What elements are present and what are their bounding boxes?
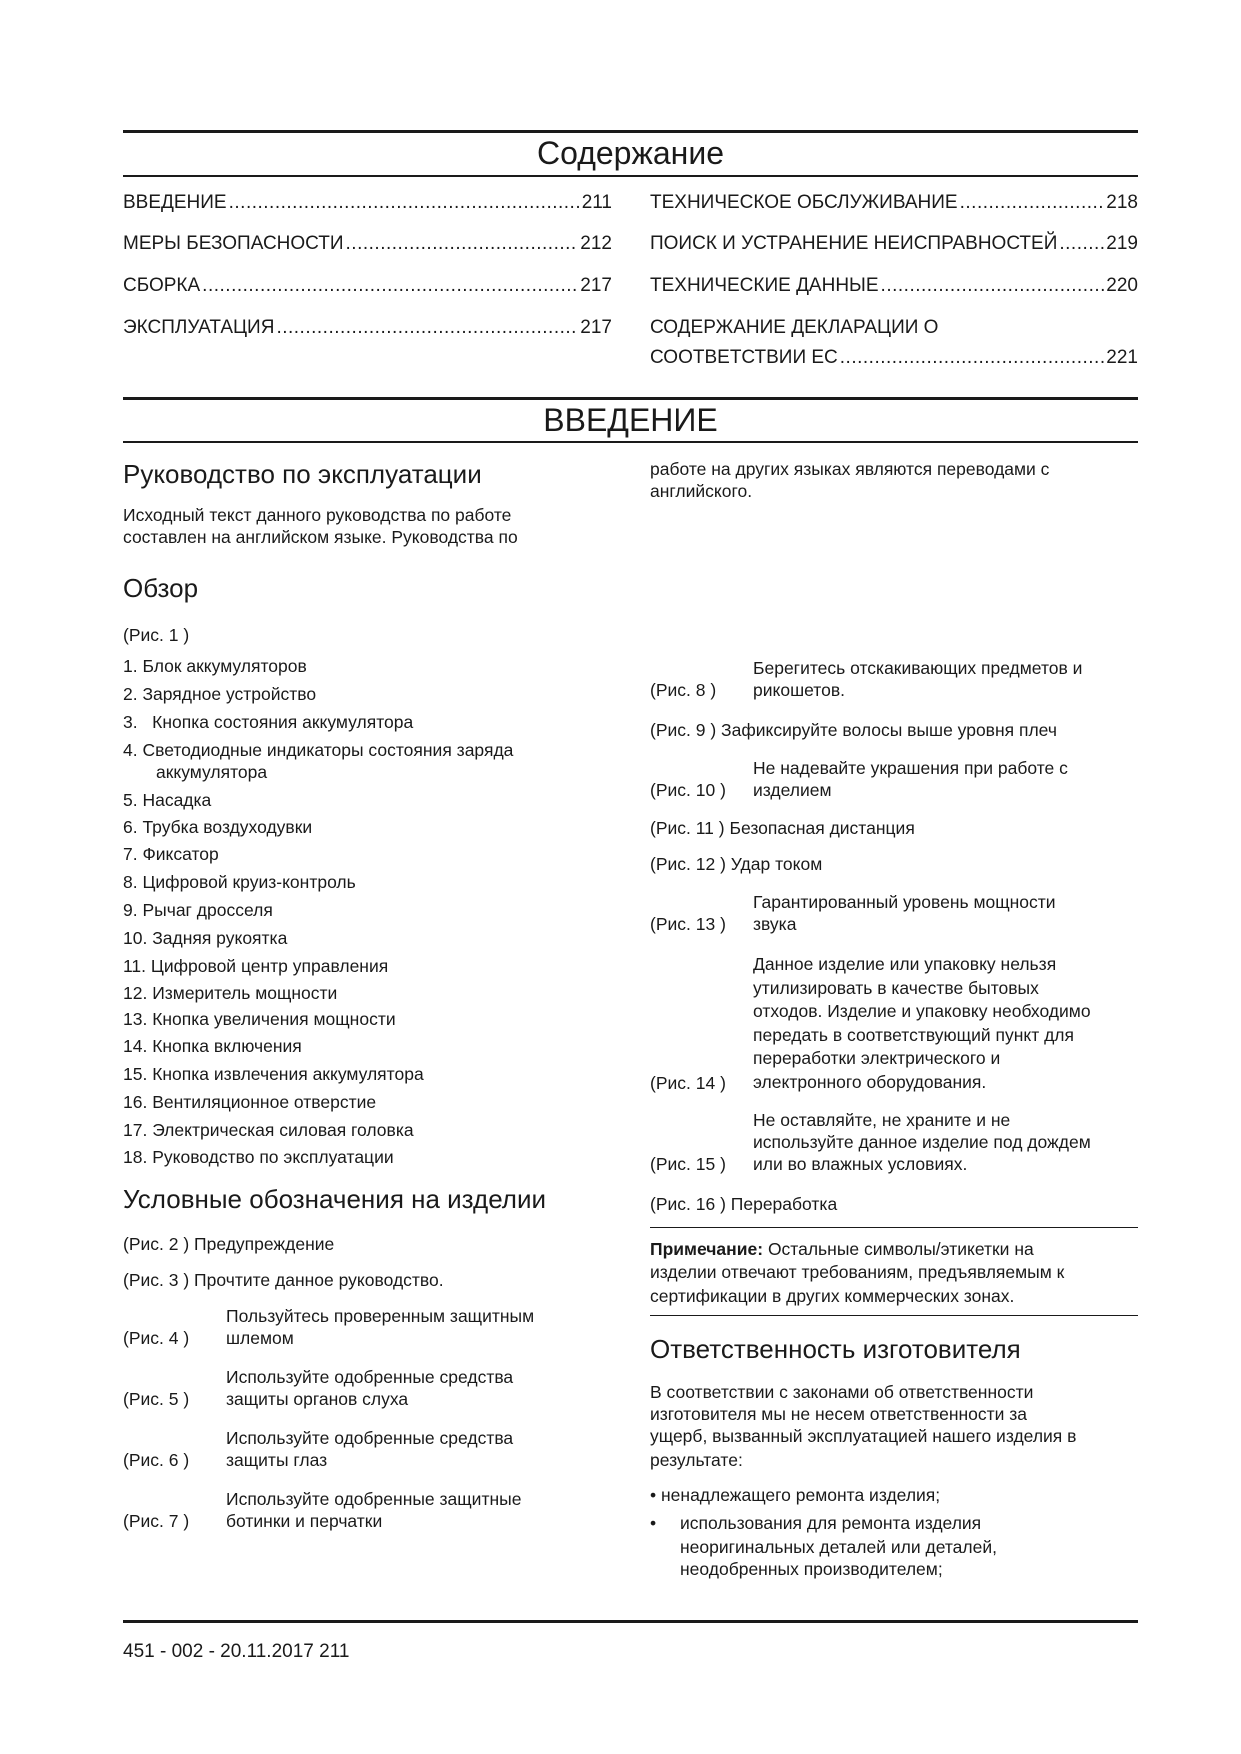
toc-entry-page: 217 bbox=[580, 275, 612, 296]
liability-text: результате: bbox=[650, 1450, 743, 1470]
symbol-text: утилизировать в качестве бытовых bbox=[753, 977, 1039, 998]
symbol-text: отходов. Изделие и упаковку необходимо bbox=[753, 1001, 1091, 1021]
manual-text-line: составлен на английском языке. Руководства по bbox=[123, 527, 518, 547]
liability-text: В соответствии с законами об ответственности bbox=[650, 1382, 1034, 1402]
toc-entry-label: ТЕХНИЧЕСКОЕ ОБСЛУЖИВАНИЕ bbox=[650, 192, 958, 213]
symbol-text: Пользуйтесь проверенным защитным bbox=[226, 1306, 535, 1326]
symbol-row bbox=[650, 1108, 1138, 1175]
list-item: 9. Рычаг дросселя bbox=[123, 900, 273, 920]
symbol-fig-ref: (Рис. 12 ) bbox=[650, 854, 726, 874]
toc-entry-label: ПОИСК И УСТРАНЕНИЕ НЕИСПРАВНОСТЕЙ bbox=[650, 233, 1058, 254]
liability-text: ущерб, вызванный эксплуатацией нашего изделия в bbox=[650, 1426, 1077, 1446]
overview-heading: Обзор bbox=[123, 573, 199, 603]
symbol-row bbox=[650, 853, 822, 875]
toc-entry-page: 217 bbox=[580, 317, 612, 338]
symbol-text: рикошетов. bbox=[753, 680, 845, 700]
list-item: 11. Цифровой центр управления bbox=[123, 956, 389, 976]
toc-entry[interactable] bbox=[650, 232, 1138, 256]
symbol-text: передать в соответствующий пункт для bbox=[753, 1024, 1074, 1045]
toc-entry[interactable] bbox=[650, 274, 1138, 298]
footer-rule bbox=[123, 1620, 1138, 1623]
list-item: 2. Зарядное устройство bbox=[123, 684, 317, 704]
symbol-text: Гарантированный уровень мощности bbox=[753, 892, 1056, 912]
toc-title: Содержание bbox=[536, 135, 724, 171]
toc-title-rule bbox=[123, 175, 1138, 177]
toc-entry-page: 221 bbox=[1106, 347, 1138, 368]
list-item: 4. Светодиодные индикаторы состояния заряда bbox=[123, 740, 514, 760]
symbol-row bbox=[650, 1193, 837, 1215]
toc-entry-page: 220 bbox=[1106, 275, 1138, 296]
toc-entry[interactable] bbox=[123, 232, 612, 256]
list-item: 17. Электрическая силовая головка bbox=[123, 1120, 414, 1140]
symbol-text: электронного оборудования. bbox=[753, 1071, 987, 1092]
note-text: Остальные символы/этикетки на bbox=[767, 1239, 1034, 1259]
symbol-text: Используйте одобренные средства bbox=[226, 1428, 514, 1448]
symbol-text: или во влажных условиях. bbox=[753, 1154, 968, 1174]
toc-leader bbox=[229, 191, 580, 215]
symbol-fig-ref: (Рис. 16 ) bbox=[650, 1194, 726, 1214]
symbol-text: Зафиксируйте волосы выше уровня плеч bbox=[721, 720, 1057, 740]
toc-entry-label: МЕРЫ БЕЗОПАСНОСТИ bbox=[123, 233, 344, 254]
footer-text: 451 - 002 - 20.11.2017 211 bbox=[123, 1641, 350, 1662]
bullet-icon: • bbox=[650, 1513, 657, 1533]
toc-entry-label: ТЕХНИЧЕСКИЕ ДАННЫЕ bbox=[650, 275, 879, 296]
toc-entry-page: 218 bbox=[1106, 192, 1138, 213]
symbol-row bbox=[650, 817, 915, 839]
symbol-text: шлемом bbox=[226, 1328, 294, 1348]
liability-text: изготовителя мы не несем ответственности за bbox=[650, 1404, 1028, 1424]
symbol-text: Используйте одобренные защитные bbox=[226, 1489, 522, 1509]
list-item: 13. Кнопка увеличения мощности bbox=[123, 1009, 396, 1029]
symbol-fig-ref: (Рис. 2 ) bbox=[123, 1234, 190, 1254]
toc-entry-line1[interactable]: СОДЕРЖАНИЕ ДЕКЛАРАЦИИ О bbox=[650, 317, 939, 338]
symbol-fig-ref: (Рис. 7 ) bbox=[123, 1511, 190, 1531]
symbol-text: Не надевайте украшения при работе с bbox=[753, 758, 1068, 778]
toc-leader bbox=[276, 316, 578, 340]
bullet-text: неоригинальных деталей или деталей, bbox=[680, 1537, 997, 1557]
symbol-text: ботинки и перчатки bbox=[226, 1511, 383, 1531]
liability-heading: Ответственность изготовителя bbox=[650, 1334, 1021, 1364]
toc-entry[interactable] bbox=[650, 346, 1138, 370]
toc-leader bbox=[202, 274, 578, 298]
symbol-fig-ref: (Рис. 9 ) bbox=[650, 720, 717, 740]
overview-fig-ref: (Рис. 1 ) bbox=[123, 625, 190, 645]
bullet-icon: • bbox=[650, 1485, 657, 1505]
manual-text-line: английского. bbox=[650, 481, 753, 501]
symbol-text: звука bbox=[753, 914, 797, 934]
manual-text-line: Исходный текст данного руководства по работе bbox=[123, 505, 512, 525]
list-item: 18. Руководство по эксплуатации bbox=[123, 1147, 394, 1167]
toc-entry[interactable] bbox=[123, 274, 612, 298]
toc-entry-label: СООТВЕТСТВИИ ЕС bbox=[650, 347, 838, 368]
symbol-text: Используйте одобренные средства bbox=[226, 1367, 514, 1387]
symbol-fig-ref: (Рис. 11 ) bbox=[650, 818, 725, 838]
symbols-heading: Условные обозначения на изделии bbox=[123, 1184, 547, 1214]
note-top-rule bbox=[650, 1227, 1138, 1228]
symbol-row bbox=[123, 1488, 593, 1532]
intro-title-rule bbox=[123, 441, 1138, 443]
symbol-fig-ref: (Рис. 5 ) bbox=[123, 1389, 190, 1409]
toc-entry-page: 211 bbox=[581, 192, 612, 213]
symbol-text: используйте данное изделие под дождем bbox=[753, 1132, 1091, 1152]
symbol-row bbox=[650, 719, 1057, 741]
list-item: 16. Вентиляционное отверстие bbox=[123, 1092, 377, 1112]
symbol-row bbox=[123, 1366, 593, 1410]
symbol-text: Не оставляйте, не храните и не bbox=[753, 1110, 1011, 1130]
toc-entry-label: ВВЕДЕНИЕ bbox=[123, 192, 227, 213]
symbol-fig-ref: (Рис. 3 ) bbox=[123, 1270, 190, 1290]
toc-leader bbox=[346, 232, 579, 256]
toc-entry-page: 219 bbox=[1106, 233, 1138, 254]
symbol-row bbox=[650, 657, 1138, 701]
bullet-item bbox=[650, 1484, 940, 1506]
list-item-continuation: аккумулятора bbox=[156, 762, 268, 782]
toc-entry-label: СБОРКА bbox=[123, 275, 201, 296]
manual-text-line: работе на других языках являются переводами с bbox=[650, 459, 1050, 479]
note-text: изделии отвечают требованиям, предъявляемым к bbox=[650, 1262, 1065, 1282]
list-item: 8. Цифровой круиз-контроль bbox=[123, 872, 356, 892]
symbol-row bbox=[650, 757, 1138, 801]
symbol-text: изделием bbox=[753, 780, 832, 800]
symbol-fig-ref: (Рис. 10 ) bbox=[650, 780, 726, 800]
list-item: 10. Задняя рукоятка bbox=[123, 928, 288, 948]
symbol-text: защиты глаз bbox=[226, 1450, 328, 1470]
symbol-fig-ref: (Рис. 8 ) bbox=[650, 680, 717, 700]
list-item: 3. Кнопка состояния аккумулятора bbox=[123, 712, 414, 732]
list-item: 12. Измеритель мощности bbox=[123, 983, 338, 1003]
symbol-row bbox=[123, 1269, 444, 1291]
list-item: 5. Насадка bbox=[123, 790, 212, 810]
symbol-fig-ref: (Рис. 4 ) bbox=[123, 1328, 190, 1348]
symbol-row bbox=[650, 891, 1138, 935]
list-item: 6. Трубка воздуходувки bbox=[123, 817, 313, 837]
list-item: 14. Кнопка включения bbox=[123, 1036, 302, 1056]
list-item: 1. Блок аккумуляторов bbox=[123, 656, 307, 676]
toc-entry-label: ЭКСПЛУАТАЦИЯ bbox=[123, 317, 275, 338]
symbol-fig-ref: (Рис. 13 ) bbox=[650, 914, 726, 934]
symbol-row bbox=[123, 1233, 334, 1255]
symbol-text: Предупреждение bbox=[194, 1234, 335, 1254]
toc-leader bbox=[840, 346, 1105, 370]
symbol-row bbox=[650, 952, 1138, 1094]
symbol-text: защиты органов слуха bbox=[226, 1389, 409, 1409]
symbol-fig-ref: (Рис. 6 ) bbox=[123, 1450, 190, 1470]
symbol-text: переработки электрического и bbox=[753, 1048, 1001, 1068]
intro-title: ВВЕДЕНИЕ bbox=[543, 402, 718, 438]
symbol-text: Берегитесь отскакивающих предметов и bbox=[753, 658, 1083, 678]
toc-entry[interactable] bbox=[123, 191, 612, 215]
bullet-text: ненадлежащего ремонта изделия; bbox=[661, 1485, 941, 1505]
symbol-fig-ref: (Рис. 14 ) bbox=[650, 1073, 726, 1093]
toc-leader bbox=[881, 274, 1105, 298]
note-line bbox=[650, 1238, 1034, 1260]
symbol-text: Переработка bbox=[730, 1194, 838, 1214]
symbol-text: Безопасная дистанция bbox=[729, 818, 915, 838]
symbol-text: Удар током bbox=[730, 854, 823, 874]
symbol-row bbox=[123, 1427, 593, 1471]
toc-leader bbox=[1059, 232, 1104, 256]
note-label: Примечание: bbox=[650, 1239, 764, 1259]
symbol-row bbox=[123, 1305, 593, 1349]
manual-heading: Руководство по эксплуатации bbox=[123, 459, 482, 489]
symbol-fig-ref: (Рис. 15 ) bbox=[650, 1154, 726, 1174]
bullet-text: неодобренных производителем; bbox=[680, 1559, 943, 1579]
bullet-item bbox=[650, 1512, 1138, 1580]
bullet-text: использования для ремонта изделия bbox=[680, 1513, 982, 1533]
list-item: 15. Кнопка извлечения аккумулятора bbox=[123, 1064, 424, 1084]
toc-entry-page: 212 bbox=[580, 233, 612, 254]
toc-leader bbox=[960, 191, 1105, 215]
symbol-text: Данное изделие или упаковку нельзя bbox=[753, 954, 1057, 974]
note-text: сертификации в других коммерческих зонах. bbox=[650, 1286, 1015, 1306]
symbol-text: Прочтите данное руководство. bbox=[194, 1270, 444, 1290]
toc-entry[interactable] bbox=[123, 316, 612, 340]
list-item: 7. Фиксатор bbox=[123, 844, 219, 864]
note-bottom-rule bbox=[650, 1315, 1138, 1316]
toc-entry[interactable] bbox=[650, 191, 1138, 215]
